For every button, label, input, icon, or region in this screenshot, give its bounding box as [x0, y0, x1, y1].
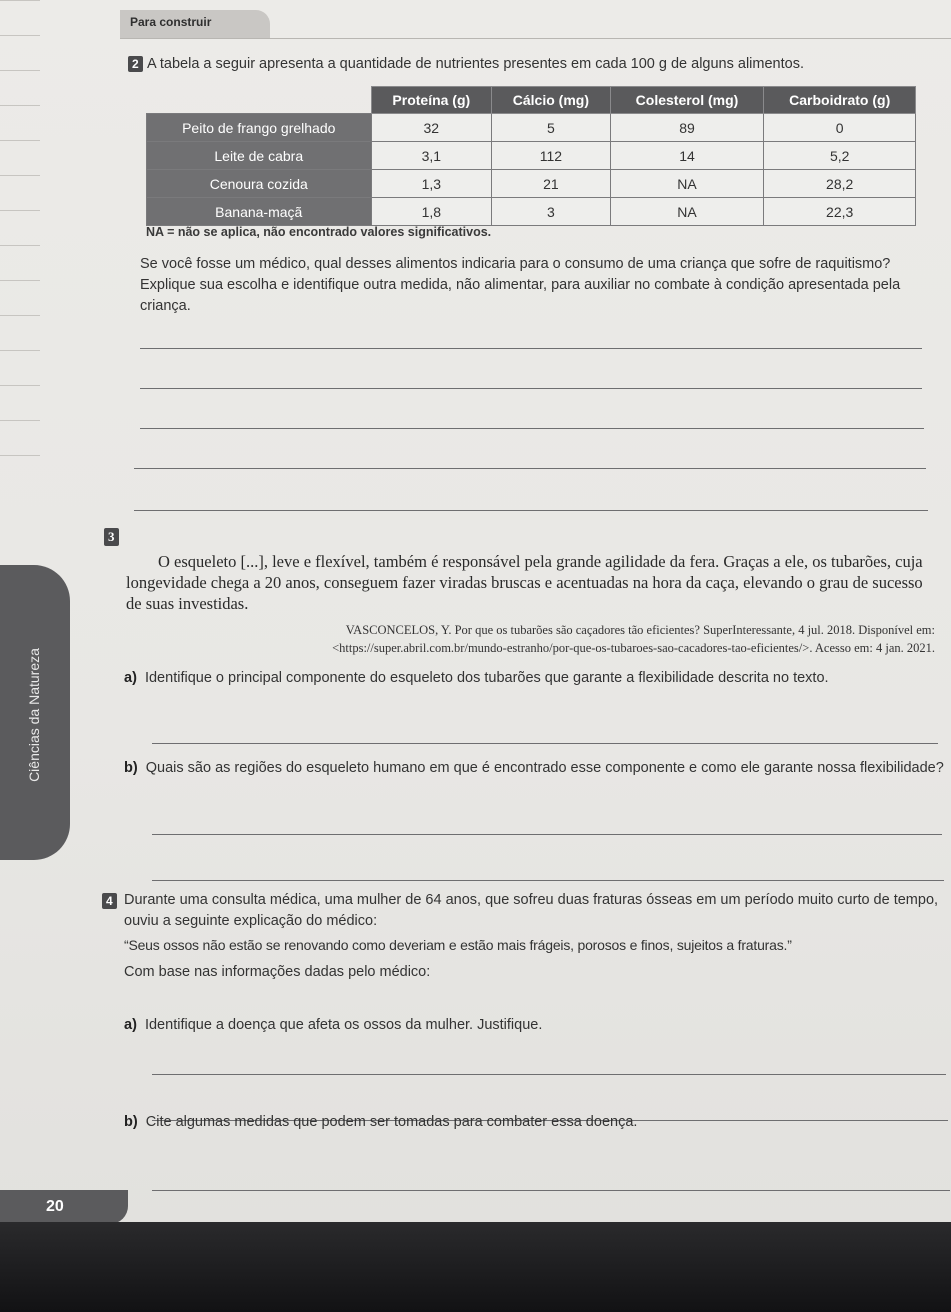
- page-number: 20: [46, 1198, 64, 1215]
- table-cell: 22,3: [764, 198, 916, 226]
- answer-line[interactable]: [140, 388, 922, 389]
- section-title: Para construir: [130, 15, 212, 29]
- question-4a: [124, 1015, 944, 1036]
- table-cell: 5: [492, 114, 611, 142]
- question-2-text: Se você fosse um médico, qual desses alimentos indicaria para o consumo de uma criança que sofre de raquitismo? Explique sua escolha e identifique outra medida, não alimentar, para auxiliar no combate à condição apresentada pela criança.: [140, 256, 901, 314]
- table-cell: 3: [492, 198, 611, 226]
- section-tab: [120, 10, 270, 38]
- answer-line[interactable]: [152, 1074, 946, 1075]
- question-4-lead: Com base nas informações dadas pelo médico:: [124, 964, 431, 980]
- reference-line-2: <https://super.abril.com.br/mundo-estranho/por-que-os-tubaroes-sao-cacadores-tao-eficientes/>. Acesso em: 4 jan. 2021.: [332, 641, 935, 655]
- subject-side-tab: [0, 565, 70, 860]
- background-surface: [0, 1222, 951, 1312]
- table-cell: 28,2: [764, 170, 916, 198]
- table-row: [147, 170, 916, 198]
- item-label: b): [124, 1114, 138, 1130]
- table-cell: 14: [610, 142, 764, 170]
- table-cell: NA: [610, 170, 764, 198]
- question-3a: [124, 668, 951, 689]
- table-cell: 89: [610, 114, 764, 142]
- food-name: Cenoura cozida: [147, 170, 372, 198]
- col-header-protein: Proteína (g): [371, 87, 492, 114]
- item-label: b): [124, 760, 138, 776]
- question-3b-text: Quais são as regiões do esqueleto humano em que é encontrado esse componente e como ele garante nossa flexibilidade?: [145, 760, 944, 776]
- table-cell: 5,2: [764, 142, 916, 170]
- answer-line[interactable]: [140, 428, 924, 429]
- food-name: Leite de cabra: [147, 142, 372, 170]
- subject-label: Ciências da Natureza: [26, 648, 42, 782]
- question-4b-text: Cite algumas medidas que podem ser tomadas para combater essa doença.: [145, 1114, 638, 1130]
- question-3-number: 3: [104, 528, 119, 546]
- table-note: NA = não se aplica, não encontrado valores significativos.: [146, 225, 492, 239]
- answer-line[interactable]: [152, 1190, 950, 1191]
- top-rule: [120, 38, 951, 39]
- food-name: Banana-maçã: [147, 198, 372, 226]
- question-2-number: 2: [128, 56, 143, 72]
- answer-line[interactable]: [134, 468, 926, 469]
- col-header-calcium: Cálcio (mg): [492, 87, 611, 114]
- table-cell: 1,3: [371, 170, 492, 198]
- item-label: a): [124, 1017, 137, 1033]
- table-cell: 0: [764, 114, 916, 142]
- question-3b: [124, 758, 951, 779]
- col-header-carbohydrate: Carboidrato (g): [764, 87, 916, 114]
- answer-line[interactable]: [134, 510, 928, 511]
- question-4-number: 4: [102, 893, 117, 909]
- margin-lines: [0, 0, 50, 520]
- table-cell: 1,8: [371, 198, 492, 226]
- question-2-prompt: A tabela a seguir apresenta a quantidade de nutrientes presentes em cada 100 g de alguns alimentos.: [147, 56, 804, 72]
- item-label: a): [124, 670, 137, 686]
- table-cell: 3,1: [371, 142, 492, 170]
- table-cell: 112: [492, 142, 611, 170]
- table-cell: 32: [371, 114, 492, 142]
- answer-line[interactable]: [152, 743, 938, 744]
- page-number-tab: [0, 1190, 128, 1224]
- question-4a-text: Identifique a doença que afeta os ossos da mulher. Justifique.: [144, 1017, 543, 1033]
- food-name: Peito de frango grelhado: [147, 114, 372, 142]
- table-row: [147, 142, 916, 170]
- answer-line[interactable]: [152, 880, 944, 881]
- question-4-quote: “Seus ossos não estão se renovando como deveriam e estão mais frágeis, porosos e finos, sujeitos a fraturas.”: [124, 937, 792, 953]
- table-corner: [147, 87, 372, 114]
- reference-line-1: VASCONCELOS, Y. Por que os tubarões são caçadores tão eficientes? SuperInteressante, 4 jul. 2018. Disponível em:: [345, 623, 935, 637]
- question-3-quote: O esqueleto [...], leve e flexível, também é responsável pela grande agilidade da fera. Graças a ele, os tubarões, cuja longevidade chega a 20 anos, conseguem fazer viradas bruscas e acentuadas na hora da caça, elevando o grau de sucesso de suas investidas.: [126, 552, 923, 613]
- table-cell: 21: [492, 170, 611, 198]
- answer-line[interactable]: [140, 348, 922, 349]
- nutrient-table: [146, 86, 916, 226]
- table-header-row: [147, 87, 916, 114]
- col-header-cholesterol: Colesterol (mg): [610, 87, 764, 114]
- question-4b: [124, 1112, 944, 1133]
- table-row: [147, 114, 916, 142]
- question-4-text: Durante uma consulta médica, uma mulher de 64 anos, que sofreu duas fraturas ósseas em um período muito curto de tempo, ouviu a seguinte explicação do médico:: [124, 892, 939, 929]
- answer-line[interactable]: [152, 834, 942, 835]
- table-cell: NA: [610, 198, 764, 226]
- question-3a-text: Identifique o principal componente do esqueleto dos tubarões que garante a flexibilidade descrita no texto.: [144, 670, 829, 686]
